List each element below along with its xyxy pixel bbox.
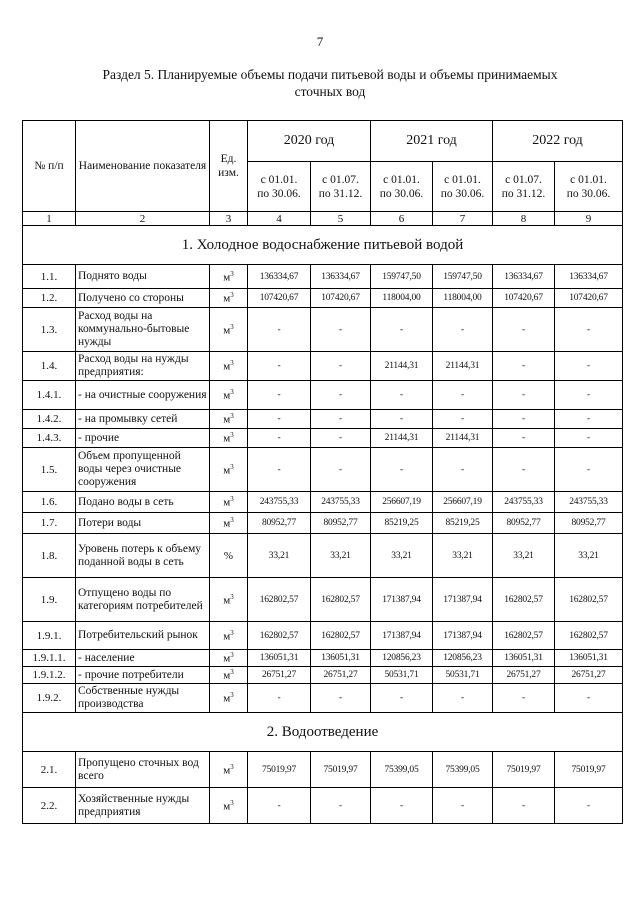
row-unit	[210, 513, 248, 534]
period-from: с 01.07.	[505, 173, 542, 186]
row-value: -	[433, 410, 493, 429]
table-row	[23, 513, 623, 534]
row-number: 1.8.	[23, 534, 76, 578]
unit-exponent: 3	[230, 651, 234, 660]
row-value: 26751,27	[248, 667, 311, 684]
row-value: -	[311, 308, 371, 352]
row-value: -	[311, 684, 371, 713]
row-value: -	[555, 308, 623, 352]
row-value: 162802,57	[311, 578, 371, 622]
row-number: 2.1.	[23, 752, 76, 788]
row-value: 85219,25	[433, 513, 493, 534]
row-value: -	[493, 788, 555, 824]
row-value: 171387,94	[371, 578, 433, 622]
row-value: 50531,71	[433, 667, 493, 684]
unit-exponent: 3	[230, 462, 234, 471]
row-value: 33,21	[433, 534, 493, 578]
row-value: -	[433, 684, 493, 713]
unit-base: м	[223, 324, 231, 337]
row-value: -	[311, 381, 371, 410]
row-value: -	[248, 429, 311, 448]
row-value: 33,21	[311, 534, 371, 578]
column-number: 1	[23, 212, 76, 226]
row-value: 75399,05	[371, 752, 433, 788]
row-value: -	[433, 788, 493, 824]
row-value: 118004,00	[433, 289, 493, 308]
row-indicator-name: Получено со стороны	[76, 289, 210, 308]
row-value: -	[493, 684, 555, 713]
header-period-3	[371, 162, 433, 212]
unit-base: м	[223, 464, 231, 477]
unit-base: м	[223, 594, 231, 607]
column-number: 8	[493, 212, 555, 226]
period-from: с 01.01.	[444, 173, 481, 186]
row-value: 118004,00	[371, 289, 433, 308]
unit-base: м	[223, 517, 231, 530]
column-number: 6	[371, 212, 433, 226]
row-value: 75399,05	[433, 752, 493, 788]
row-indicator-name: - население	[76, 650, 210, 667]
row-value: -	[433, 308, 493, 352]
row-value: 85219,25	[371, 513, 433, 534]
water-volumes-table	[22, 120, 623, 824]
row-unit	[210, 492, 248, 513]
row-number: 1.1.	[23, 265, 76, 289]
row-number: 1.2.	[23, 289, 76, 308]
row-value: -	[433, 381, 493, 410]
header-year-2022: 2022 год	[493, 121, 623, 162]
row-unit	[210, 352, 248, 381]
row-indicator-name: - на промывку сетей	[76, 410, 210, 429]
period-to: по 30.06.	[257, 187, 301, 200]
row-value: 75019,97	[248, 752, 311, 788]
row-value: -	[555, 429, 623, 448]
header-period-2	[311, 162, 371, 212]
row-value: -	[371, 410, 433, 429]
row-value: -	[311, 448, 371, 492]
section-row	[23, 226, 623, 265]
row-value: -	[248, 352, 311, 381]
row-value: -	[555, 381, 623, 410]
row-value: -	[555, 352, 623, 381]
unit-base: м	[223, 764, 231, 777]
row-value: 21144,31	[433, 352, 493, 381]
unit-exponent: 3	[230, 668, 234, 677]
unit-exponent: 3	[230, 516, 234, 525]
header-unit: Ед. изм.	[210, 121, 248, 212]
row-value: 21144,31	[371, 429, 433, 448]
title-line-1: Раздел 5. Планируемые объемы подачи питьевой воды и объемы принимаемых	[102, 67, 558, 82]
period-to: по 30.06.	[440, 187, 485, 200]
row-indicator-name: Собственные нужды производства	[76, 684, 210, 713]
period-from: с 01.01.	[383, 173, 420, 186]
unit-exponent: 3	[230, 592, 234, 601]
unit-base: м	[223, 389, 231, 402]
unit-exponent: 3	[230, 762, 234, 771]
unit-exponent: 3	[230, 431, 234, 440]
row-unit	[210, 381, 248, 410]
row-number: 1.4.1.	[23, 381, 76, 410]
row-number: 2.2.	[23, 788, 76, 824]
row-value: 136334,67	[493, 265, 555, 289]
title-line-2: сточных вод	[294, 84, 366, 99]
header-num: № п/п	[23, 121, 76, 212]
row-value: -	[371, 308, 433, 352]
unit-base: м	[223, 652, 231, 665]
row-value: 26751,27	[493, 667, 555, 684]
table-row	[23, 578, 623, 622]
row-value: -	[493, 308, 555, 352]
row-indicator-name: Хозяйственные нужды предприятия	[76, 788, 210, 824]
row-value: -	[371, 684, 433, 713]
table-row	[23, 289, 623, 308]
row-value: 33,21	[248, 534, 311, 578]
row-number: 1.3.	[23, 308, 76, 352]
section-title: 1. Холодное водоснабжение питьевой водой	[23, 226, 623, 265]
period-from: с 01.01.	[570, 173, 607, 186]
unit-base: м	[223, 432, 231, 445]
row-value: -	[371, 448, 433, 492]
row-unit	[210, 410, 248, 429]
header-name: Наименование показателя	[76, 121, 210, 212]
column-number: 3	[210, 212, 248, 226]
row-value: 162802,57	[493, 622, 555, 650]
table-row	[23, 788, 623, 824]
document-title	[40, 66, 620, 100]
unit-exponent: 3	[230, 291, 234, 300]
row-value: -	[555, 410, 623, 429]
row-value: 107420,67	[493, 289, 555, 308]
row-value: 243755,33	[311, 492, 371, 513]
row-unit	[210, 752, 248, 788]
header-row-years	[23, 121, 623, 162]
row-value: -	[311, 410, 371, 429]
row-value: 243755,33	[248, 492, 311, 513]
unit-exponent: 3	[230, 798, 234, 807]
row-indicator-name: Поднято воды	[76, 265, 210, 289]
table-row	[23, 381, 623, 410]
row-value: -	[248, 410, 311, 429]
row-value: 107420,67	[311, 289, 371, 308]
unit-exponent: 3	[230, 691, 234, 700]
column-number: 9	[555, 212, 623, 226]
row-value: 80952,77	[248, 513, 311, 534]
row-value: -	[248, 684, 311, 713]
row-value: 80952,77	[555, 513, 623, 534]
row-value: 50531,71	[371, 667, 433, 684]
period-to: по 30.06.	[379, 187, 424, 200]
row-value: 75019,97	[555, 752, 623, 788]
table-row	[23, 752, 623, 788]
row-value: 171387,94	[433, 622, 493, 650]
column-number: 2	[76, 212, 210, 226]
row-value: 159747,50	[371, 265, 433, 289]
row-value: 136051,31	[555, 650, 623, 667]
row-value: -	[311, 429, 371, 448]
table-row	[23, 429, 623, 448]
header-period-4	[433, 162, 493, 212]
table-row	[23, 410, 623, 429]
row-value: 136334,67	[311, 265, 371, 289]
header-period-6	[555, 162, 623, 212]
row-value: -	[371, 381, 433, 410]
column-numbers-row	[23, 212, 623, 226]
unit-exponent: 3	[230, 628, 234, 637]
row-value: 162802,57	[555, 622, 623, 650]
row-indicator-name: - на очистные сооружения	[76, 381, 210, 410]
unit-base: м	[223, 496, 231, 509]
row-value: 136334,67	[555, 265, 623, 289]
row-unit	[210, 650, 248, 667]
row-unit	[210, 308, 248, 352]
row-value: -	[555, 448, 623, 492]
row-value: -	[311, 352, 371, 381]
unit-exponent: 3	[230, 322, 234, 331]
row-indicator-name: Подано воды в сеть	[76, 492, 210, 513]
header-period-1	[248, 162, 311, 212]
row-unit	[210, 289, 248, 308]
period-to: по 31.12.	[501, 187, 546, 200]
table-row	[23, 448, 623, 492]
row-value: 33,21	[493, 534, 555, 578]
row-number: 1.7.	[23, 513, 76, 534]
table-row	[23, 492, 623, 513]
unit-base: м	[223, 630, 231, 643]
row-value: -	[311, 788, 371, 824]
row-indicator-name: Пропущено сточных вод всего	[76, 752, 210, 788]
row-number: 1.9.1.	[23, 622, 76, 650]
row-indicator-name: - прочие потребители	[76, 667, 210, 684]
unit-base: м	[223, 360, 231, 373]
table-row	[23, 667, 623, 684]
period-from: с 01.01.	[260, 173, 298, 186]
row-value: 21144,31	[371, 352, 433, 381]
column-number: 7	[433, 212, 493, 226]
row-value: 162802,57	[311, 622, 371, 650]
row-value: 107420,67	[555, 289, 623, 308]
row-value: 21144,31	[433, 429, 493, 448]
row-number: 1.9.1.1.	[23, 650, 76, 667]
unit-exponent: 3	[230, 388, 234, 397]
row-unit: %	[210, 534, 248, 578]
unit-exponent: 3	[230, 269, 234, 278]
unit-base: м	[223, 271, 231, 284]
unit-base: м	[223, 800, 231, 813]
table-row	[23, 684, 623, 713]
section-row	[23, 713, 623, 752]
unit-exponent: 3	[230, 412, 234, 421]
page-number: 7	[316, 34, 324, 49]
row-value: 162802,57	[248, 622, 311, 650]
row-indicator-name: Расход воды на коммунально-бытовые нужды	[76, 308, 210, 352]
row-value: 171387,94	[433, 578, 493, 622]
table-row	[23, 622, 623, 650]
row-unit	[210, 622, 248, 650]
row-value: 33,21	[371, 534, 433, 578]
row-value: 243755,33	[555, 492, 623, 513]
row-value: 162802,57	[555, 578, 623, 622]
row-value: 136051,31	[248, 650, 311, 667]
row-value: 256607,19	[433, 492, 493, 513]
row-value: 80952,77	[311, 513, 371, 534]
table-row	[23, 265, 623, 289]
row-value: -	[493, 381, 555, 410]
row-number: 1.4.3.	[23, 429, 76, 448]
table-row	[23, 650, 623, 667]
row-number: 1.9.	[23, 578, 76, 622]
period-to: по 30.06.	[566, 187, 611, 200]
header-period-5	[493, 162, 555, 212]
row-unit	[210, 684, 248, 713]
row-unit	[210, 667, 248, 684]
header-year-2020: 2020 год	[248, 121, 371, 162]
row-value: 75019,97	[311, 752, 371, 788]
row-value: -	[555, 788, 623, 824]
row-value: -	[493, 410, 555, 429]
section-title: 2. Водоотведение	[23, 713, 623, 752]
row-value: 120856,23	[371, 650, 433, 667]
row-value: -	[493, 448, 555, 492]
row-value: -	[433, 448, 493, 492]
period-from: с 01.07.	[322, 173, 359, 186]
row-value: 243755,33	[493, 492, 555, 513]
row-number: 1.6.	[23, 492, 76, 513]
row-value: 107420,67	[248, 289, 311, 308]
row-value: 26751,27	[555, 667, 623, 684]
column-number: 4	[248, 212, 311, 226]
unit-exponent: 3	[230, 359, 234, 368]
row-indicator-name: - прочие	[76, 429, 210, 448]
row-value: 136051,31	[493, 650, 555, 667]
row-value: -	[248, 308, 311, 352]
row-value: -	[248, 788, 311, 824]
header-year-2021: 2021 год	[371, 121, 493, 162]
row-unit	[210, 578, 248, 622]
row-indicator-name: Отпущено воды по категориям потребителей	[76, 578, 210, 622]
unit-base: м	[223, 692, 231, 705]
row-value: 26751,27	[311, 667, 371, 684]
row-number: 1.9.2.	[23, 684, 76, 713]
table-row	[23, 308, 623, 352]
row-value: 171387,94	[371, 622, 433, 650]
row-unit	[210, 429, 248, 448]
row-unit	[210, 448, 248, 492]
row-indicator-name: Расход воды на нужды предприятия:	[76, 352, 210, 381]
row-number: 1.4.2.	[23, 410, 76, 429]
row-number: 1.9.1.2.	[23, 667, 76, 684]
row-value: 136334,67	[248, 265, 311, 289]
row-value: 33,21	[555, 534, 623, 578]
period-to: по 31.12.	[318, 187, 363, 200]
row-value: -	[493, 429, 555, 448]
row-value: 75019,97	[493, 752, 555, 788]
row-value: 136051,31	[311, 650, 371, 667]
row-value: 162802,57	[493, 578, 555, 622]
unit-base: м	[223, 292, 231, 305]
row-indicator-name: Потери воды	[76, 513, 210, 534]
row-value: 256607,19	[371, 492, 433, 513]
row-indicator-name: Объем пропущенной воды через очистные сооружения	[76, 448, 210, 492]
row-value: -	[493, 352, 555, 381]
row-value: -	[555, 684, 623, 713]
unit-exponent: 3	[230, 495, 234, 504]
unit-base: м	[223, 669, 231, 682]
row-value: 80952,77	[493, 513, 555, 534]
row-value: 162802,57	[248, 578, 311, 622]
row-unit	[210, 265, 248, 289]
column-number: 5	[311, 212, 371, 226]
row-number: 1.4.	[23, 352, 76, 381]
row-indicator-name: Уровень потерь к объему поданной воды в сеть	[76, 534, 210, 578]
table-row	[23, 534, 623, 578]
row-number: 1.5.	[23, 448, 76, 492]
row-value: -	[371, 788, 433, 824]
row-value: -	[248, 381, 311, 410]
row-value: 159747,50	[433, 265, 493, 289]
row-value: -	[248, 448, 311, 492]
unit-base: м	[223, 413, 231, 426]
row-value: 120856,23	[433, 650, 493, 667]
row-unit	[210, 788, 248, 824]
row-indicator-name: Потребительский рынок	[76, 622, 210, 650]
table-row	[23, 352, 623, 381]
